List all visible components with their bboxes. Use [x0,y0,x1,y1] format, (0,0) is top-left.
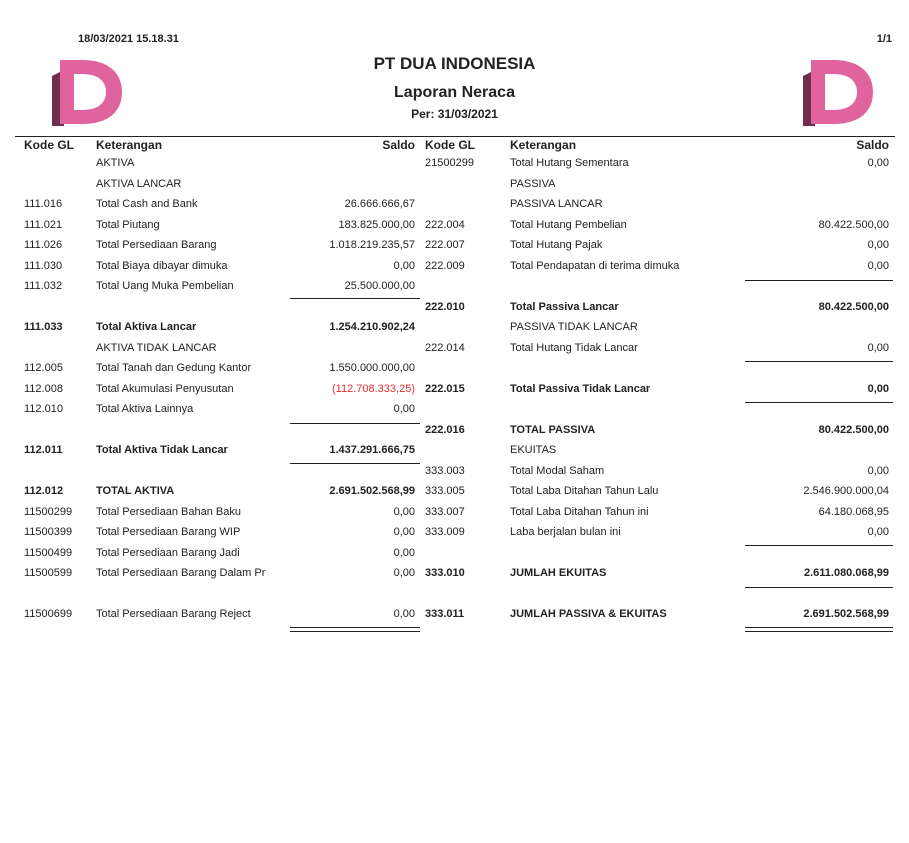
table-row [0,588,909,608]
table-row [0,321,909,341]
description: Total Piutang [96,218,160,231]
table-row [0,403,909,423]
description: Total Hutang Pembelian [510,218,627,231]
description: Total Hutang Tidak Lancar [510,341,638,354]
saldo-value: 0,00 [393,259,415,272]
table-row [0,198,909,218]
description: Total Persediaan Barang WIP [96,526,241,538]
gl-code: 11500399 [24,526,73,538]
subtotal-rule [290,463,420,464]
subtotal-rule [745,402,893,403]
description: Total Cash and Bank [96,198,198,210]
gl-code: 112.011 [24,444,63,456]
col-header-saldo-left: Saldo [382,138,415,152]
gl-code: 111.032 [24,280,63,292]
saldo-value: 80.422.500,00 [818,423,889,436]
table-row [0,506,909,526]
description: AKTIVA TIDAK LANCAR [96,341,217,354]
description: JUMLAH PASSIVA & EKUITAS [510,608,667,620]
saldo-value: 1.437.291.666,75 [329,444,415,456]
description: Total Persediaan Barang Jadi [96,546,240,559]
subtotal-rule [745,361,893,362]
saldo-value: 0,00 [867,464,889,477]
gl-code: 333.010 [425,567,465,579]
saldo-value: 0,00 [867,259,889,272]
saldo-value: 0,00 [393,546,415,559]
table-row [0,219,909,239]
description: TOTAL PASSIVA [510,423,596,436]
gl-code: 11500499 [24,546,73,559]
description: Total Hutang Pajak [510,239,603,251]
table-row [0,342,909,362]
gl-code: 111.021 [24,218,63,231]
table-row [0,178,909,198]
saldo-value: 0,00 [867,526,889,538]
saldo-value: 0,00 [393,567,415,579]
saldo-value: 2.691.502.568,99 [329,485,415,497]
page-number: 1/1 [876,33,892,45]
description: Total Passiva Tidak Lancar [510,382,651,395]
gl-code: 111.030 [24,259,63,272]
gl-code: 112.008 [24,382,63,395]
table-row [0,362,909,382]
gl-code: 222.007 [425,239,465,251]
table-row [0,608,909,628]
gl-code: 111.026 [24,239,63,251]
saldo-value: 2.546.900.000,04 [803,485,889,497]
description: PASSIVA LANCAR [510,198,603,210]
saldo-value: 0,00 [393,505,415,518]
table-row [0,567,909,587]
gl-code: 111.033 [24,321,63,333]
description: EKUITAS [510,444,557,456]
description: Total Persediaan Barang Dalam Pr [96,567,266,579]
saldo-value: 0,00 [867,239,889,251]
subtotal-rule [745,280,893,281]
subtotal-rule [290,298,420,299]
gl-code: 222.015 [425,382,465,395]
description: Total Laba Ditahan Tahun ini [510,505,649,518]
total-double-rule [290,627,420,632]
subtotal-rule [290,423,420,424]
company-logo-right [803,60,875,126]
company-logo-left [52,60,124,126]
print-datetime: 18/03/2021 15.18.31 [78,33,179,45]
gl-code: 333.003 [425,464,465,477]
gl-code: 11500599 [24,567,73,579]
saldo-value: 1.550.000.000,00 [329,362,415,374]
col-header-desc-right: Keterangan [510,138,577,152]
saldo-value: 2.611.080.068,99 [803,567,889,579]
saldo-value: 1.254.210.902,24 [329,321,415,333]
gl-code: 333.011 [425,608,465,620]
table-row [0,383,909,403]
header-rule [15,136,895,137]
table-row [0,280,909,300]
company-name: PT DUA INDONESIA [373,54,536,73]
saldo-value: 0,00 [867,341,889,354]
description: Total Laba Ditahan Tahun Lalu [510,485,659,497]
gl-code: 112.005 [24,362,63,374]
gl-code: 222.010 [425,300,465,313]
description: Total Passiva Lancar [510,300,619,313]
description: Total Aktiva Lainnya [96,403,194,415]
saldo-value: 26.666.666,67 [344,198,415,210]
description: AKTIVA [96,157,135,169]
table-row [0,301,909,321]
table-row [0,157,909,177]
report-period: Per: 31/03/2021 [411,107,498,121]
gl-code: 333.009 [425,526,465,538]
table-row [0,465,909,485]
description: Total Pendapatan di terima dimuka [510,259,680,272]
table-row [0,444,909,464]
gl-code: 222.004 [425,218,465,231]
gl-code: 333.005 [425,485,465,497]
description: PASSIVA TIDAK LANCAR [510,321,638,333]
gl-code: 112.012 [24,485,64,497]
description: TOTAL AKTIVA [96,485,175,497]
saldo-value: 64.180.068,95 [818,505,889,518]
saldo-value: 183.825.000,00 [338,218,415,231]
saldo-value: 2.691.502.568,99 [803,608,889,620]
gl-code: 222.016 [425,423,465,436]
description: Total Persediaan Bahan Baku [96,505,241,518]
table-row [0,424,909,444]
col-header-desc-left: Keterangan [96,138,163,152]
gl-code: 11500299 [24,505,73,518]
subtotal-rule [745,545,893,546]
table-row [0,239,909,259]
saldo-value: 80.422.500,00 [818,218,889,231]
description: Total Biaya dibayar dimuka [96,259,228,272]
description: Total Uang Muka Pembelian [96,280,234,292]
gl-code: 333.007 [425,505,465,518]
description: Total Modal Saham [510,464,605,477]
gl-code: 21500299 [425,157,474,169]
saldo-value: 0,00 [393,526,415,538]
saldo-value: 80.422.500,00 [818,300,889,313]
saldo-value: 0,00 [867,157,889,169]
saldo-value: 1.018.219.235,57 [329,239,415,251]
subtotal-rule [745,587,893,588]
gl-code: 112.010 [24,403,63,415]
description: Total Aktiva Lancar [96,321,197,333]
table-row [0,547,909,567]
description: Total Persediaan Barang Reject [96,608,251,620]
description: Total Hutang Sementara [510,157,629,169]
gl-code: 222.014 [425,341,465,354]
description: Total Akumulasi Penyusutan [96,382,234,395]
gl-code: 11500699 [24,608,73,620]
col-header-saldo-right: Saldo [856,138,889,152]
saldo-value: (112.708.333,25) [332,382,415,395]
description: Total Persediaan Barang [96,239,217,251]
table-row [0,526,909,546]
col-header-code-left: Kode GL [24,138,74,152]
saldo-value: 0,00 [867,382,889,395]
description: Total Tanah dan Gedung Kantor [96,362,252,374]
description: Laba berjalan bulan ini [510,526,621,538]
description: PASSIVA [510,177,556,190]
saldo-value: 0,00 [393,403,415,415]
description: AKTIVA LANCAR [96,177,182,190]
saldo-value: 25.500.000,00 [344,280,415,292]
total-double-rule [745,627,893,632]
gl-code: 222.009 [425,259,465,272]
col-header-code-right: Kode GL [425,138,475,152]
description: JUMLAH EKUITAS [510,567,607,579]
gl-code: 111.016 [24,198,63,210]
description: Total Aktiva Tidak Lancar [96,444,228,456]
saldo-value: 0,00 [393,608,415,620]
table-row [0,485,909,505]
report-title: Laporan Neraca [394,84,515,101]
table-row [0,260,909,280]
